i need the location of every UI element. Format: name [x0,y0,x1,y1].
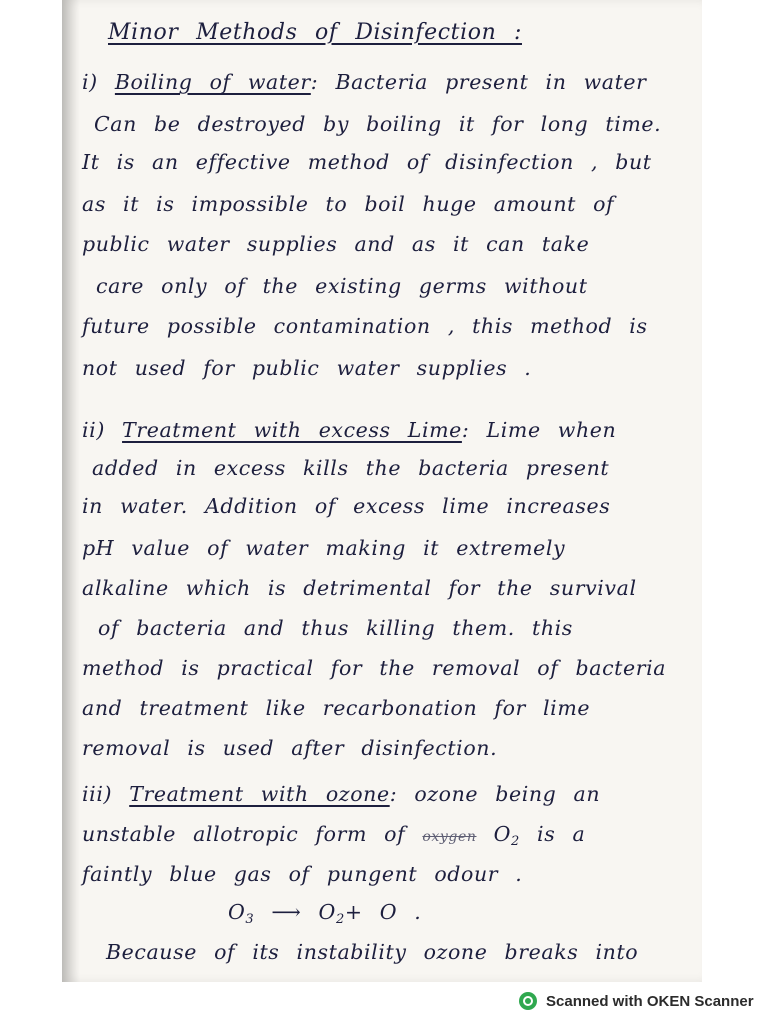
equation-rhs-subscript: 2 [335,912,345,927]
section-2-text: value of water making it extremely [131,536,566,560]
section-2-text: Lime when [486,418,617,442]
section-3-text: faintly blue gas of pungent odour . [82,862,523,886]
section-2-text: method is practical for the removal of bacteria [82,656,667,680]
section-1-text: It is an effective method of disinfection , but [82,150,652,174]
section-3-number: iii) [82,782,113,806]
section-1-text: future possible contamination , this method is [82,314,648,338]
section-1-text: public water supplies and as it can take [82,232,590,256]
section-1-line-0: i) Boiling of water: Bacteria present in water [82,70,647,94]
equation-lhs-subscript: 3 [245,912,255,927]
section-3-text: ozone being an [414,782,601,806]
section-3-text: unstable allotropic form of [82,822,406,846]
section-3-text: is a [537,822,586,846]
section-2-text: alkaline which is detrimental for the survival [82,576,637,600]
section-2-number: ii) [82,418,105,442]
crossed-out-word: oxygen [422,829,477,845]
scanner-logo-icon [518,991,538,1011]
section-3-line-0: iii) Treatment with ozone: ozone being an [82,782,601,806]
section-2-line-0: ii) Treatment with excess Lime: Lime when [82,418,617,442]
equation-lhs: O [228,900,246,924]
equation-rhs: O [318,900,336,924]
ph-label: pH [82,536,115,560]
section-3-line-1 [82,822,692,849]
equation-rhs-tail: + O . [344,900,422,924]
section-1-text: care only of the existing germs without [96,274,588,298]
section-2-text: removal is used after disinfection. [82,736,498,760]
o2-subscript: 2 [511,834,520,849]
section-2-line-3 [82,536,692,560]
section-3-heading: Treatment with ozone [129,782,390,806]
section-2-heading: Treatment with excess Lime [122,418,462,442]
section-2-text: added in excess kills the bacteria present [92,456,610,480]
section-1-text: Can be destroyed by boiling it for long time. [94,112,662,136]
section-2-text: and treatment like recarbonation for lime [82,696,591,720]
section-2-text: of bacteria and thus killing them. this [98,616,573,640]
ozone-equation [228,900,692,927]
scanned-page [62,0,702,982]
section-1-text: not used for public water supplies . [82,356,532,380]
scanner-footer-text: Scanned with OKEN Scanner [546,992,754,1010]
section-1-text: Bacteria present in water [335,70,647,94]
section-2-text: in water. Addition of excess lime increases [82,494,611,518]
title-text: Minor Methods of Disinfection : [108,20,522,45]
o2-label: O [493,822,512,846]
section-1-number: i) [82,70,98,94]
page-title [108,20,692,45]
section-1-heading: Boiling of water [114,70,311,94]
section-1-text: as it is impossible to boil huge amount of [82,192,615,216]
arrow-icon: ⟶ [271,900,302,924]
section-3-text: Because of its instability ozone breaks into [106,940,639,964]
scanner-footer [518,990,754,1012]
